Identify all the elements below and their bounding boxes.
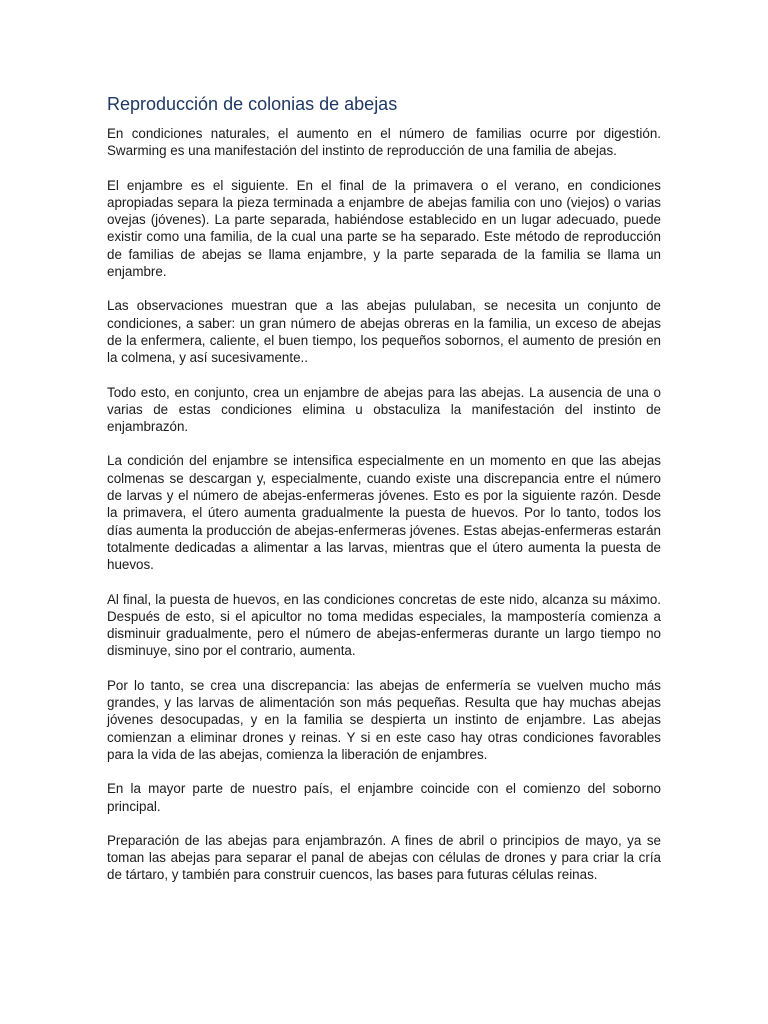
document-page [107, 93, 661, 901]
paragraph-4: Todo esto, en conjunto, crea un enjambre de abejas para las abejas. La ausencia de una o varias de estas condiciones elimina u obstaculiza la manifestación del instinto de enjambrazón. [107, 384, 661, 435]
paragraph-7: Por lo tanto, se crea una discrepancia: las abejas de enfermería se vuelven mucho más grandes, y las larvas de alimentación son más pequeñas. Resulta que hay muchas abejas jóvenes desocupadas, y en la familia se despierta un instinto de enjambre. Las abejas comienzan a eliminar drones y reinas. Y si en este caso hay otras condiciones favorables para la vida de las abejas, comienza la liberación de enjambres. [107, 677, 661, 762]
paragraph-8: En la mayor parte de nuestro país, el enjambre coincide con el comienzo del soborno principal. [107, 781, 661, 814]
paragraph-6: Al final, la puesta de huevos, en las condiciones concretas de este nido, alcanza su máximo. Después de esto, si el apicultor no toma medidas especiales, la mampostería comienza a disminuir gradualmente, pero el número de abejas-enfermeras durante un largo tiempo no disminuye, sino por el contrario, aumenta. [107, 591, 661, 659]
document-title: Reproducción de colonias de abejas [107, 94, 398, 114]
paragraph-1: En condiciones naturales, el aumento en el número de familias ocurre por digestión. Swarming es una manifestación del instinto de reproducción de una familia de abejas. [107, 126, 661, 159]
paragraph-9: Preparación de las abejas para enjambrazón. A fines de abril o principios de mayo, ya se toman las abejas para separar el panal de abejas con células de drones y para criar la cría de tártaro, y también para construir cuencos, las bases para futuras células reinas. [107, 832, 661, 883]
paragraph-3: Las observaciones muestran que a las abejas pululaban, se necesita un conjunto de condiciones, a saber: un gran número de abejas obreras en la familia, un exceso de abejas de la enfermera, caliente, el buen tiempo, los pequeños sobornos, el aumento de presión en la colmena, y así sucesivamente.. [107, 298, 661, 366]
paragraph-5: La condición del enjambre se intensifica especialmente en un momento en que las abejas colmenas se descargan y, especialmente, cuando existe una discrepancia entre el número de larvas y el número de abejas-enfermeras jóvenes. Esto es por la siguiente razón. Desde la primavera, el útero aumenta gradualmente la puesta de huevos. Por lo tanto, todos los días aumenta la producción de abejas-enfermeras jóvenes. Estas abejas-enfermeras estarán totalmente dedicadas a alimentar a las larvas, mientras que el útero aumenta la puesta de huevos. [107, 453, 661, 573]
paragraph-2: El enjambre es el siguiente. En el final de la primavera o el verano, en condiciones apropiadas separa la pieza terminada a enjambre de abejas familia con uno (viejos) o varias ovejas (jóvenes). La parte separada, habiéndose establecido en un lugar adecuado, puede existir como una familia, de la cual una parte se ha separado. Este método de reproducción de familias de abejas se llama enjambre, y la parte separada de la familia se llama un enjambre. [107, 177, 661, 280]
